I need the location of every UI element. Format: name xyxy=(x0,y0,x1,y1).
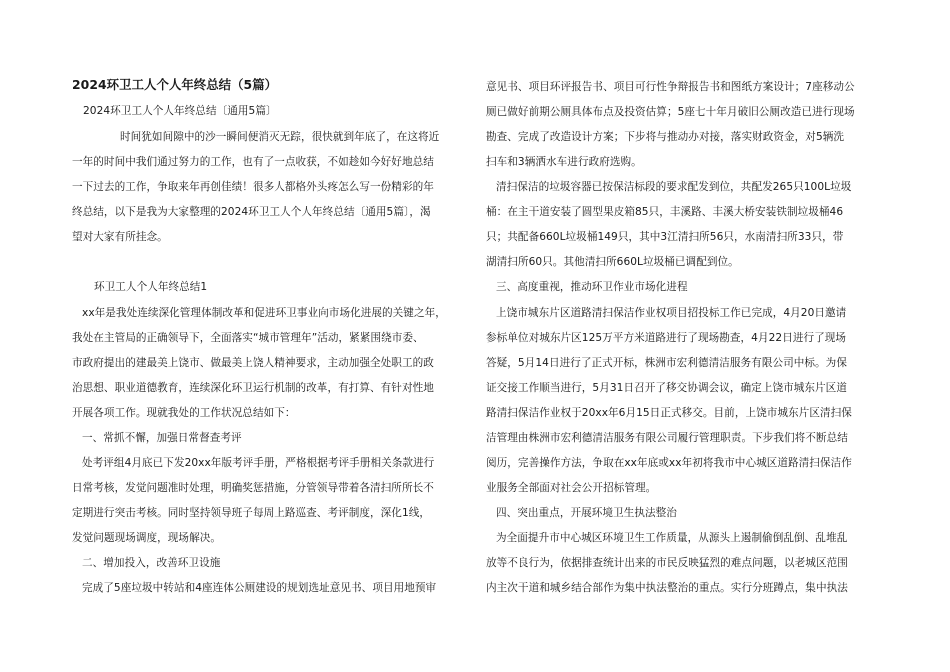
paragraph-line: 湖清扫所60只。其他清扫所660L垃圾桶已调配到位。 xyxy=(486,256,739,268)
paragraph-line: 治思想、职业道德教育，连续深化环卫运行机制的改革，有打算、有针对性地 xyxy=(72,382,434,394)
section-heading: 一、常抓不懈，加强日常督查考评 xyxy=(82,432,242,444)
section-heading: 三、高度重视，推动环卫作业市场化进程 xyxy=(496,281,688,293)
paragraph-line: 意见书、项目环评报告书、项目可行性争辩报告书和图纸方案设计；7座移动公 xyxy=(486,81,855,93)
paragraph-line: 开展各项工作。现就我处的工作状况总结如下： xyxy=(72,407,296,419)
paragraph-line: 洁管理由株洲市宏利德清洁服务有限公司履行管理职责。下步我们将不断总结 xyxy=(486,432,848,444)
paragraph-line: 终总结，以下是我为大家整理的2024环卫工人个人年终总结〔通用5篇〕，渴 xyxy=(72,206,431,218)
section-heading: 二、增加投入，改善环卫设施 xyxy=(82,557,221,569)
document-title: 2024环卫工人个人年终总结（5篇） xyxy=(72,77,278,92)
paragraph-line: 只；共配备660L垃圾桶149只，其中3江清扫所56只，水南清扫所33只，带 xyxy=(486,231,844,243)
section-heading: 四、突出重点，开展环境卫生执法整治 xyxy=(496,507,677,519)
paragraph-line: 上饶市城东片区道路清扫保洁作业权项目招投标工作已完成，4月20日邀请 xyxy=(496,307,847,319)
paragraph-line: 市政府提出的建最美上饶市、做最美上饶人精神要求，主动加强全处职工的政 xyxy=(72,357,434,369)
paragraph-line: 时间犹如间隙中的沙一瞬间便消灭无踪，很快就到年底了，在这将近 xyxy=(120,131,440,143)
paragraph-line: 内主次干道和城乡结合部作为集中执法整治的重点。实行分班蹲点，集中执法 xyxy=(486,582,848,594)
paragraph-line: 厕已做好前期公厕具体布点及投资估算；5座七十年月破旧公厕改造已进行现场 xyxy=(486,106,855,118)
paragraph-line: 为全面提升市中心城区环境卫生工作质量，从源头上遏制偷倒乱倒、乱堆乱 xyxy=(496,532,848,544)
paragraph-line: 处考评组4月底已下发20xx年版考评手册，严格根据考评手册相关条款进行 xyxy=(82,457,435,469)
paragraph-line: 阅历，完善操作方法，争取在xx年底或xx年初将我市中心城区道路清扫保洁作 xyxy=(486,457,852,469)
paragraph-line: 清扫保洁的垃圾容器已按保洁标段的要求配发到位，共配发265只100L垃圾 xyxy=(496,181,852,193)
paragraph-line: 勘查、完成了改造设计方案；下步将与推动办对接，落实财政资金，对5辆洗 xyxy=(486,131,845,143)
paragraph-line: 一年的时间中我们通过努力的工作，也有了一点收获，不如趁如今好好地总结 xyxy=(72,156,434,168)
paragraph-line: 完成了5座垃圾中转站和4座连体公厕建设的规划选址意见书、项目用地预审 xyxy=(82,582,437,594)
paragraph-line: 望对大家有所挂念。 xyxy=(72,231,168,243)
paragraph-line: 一下过去的工作，争取来年再创佳绩！很多人都格外头疼怎么写一份精彩的年 xyxy=(72,181,434,193)
paragraph-line: 业服务全部面对社会公开招标管理。 xyxy=(486,482,657,494)
document-subtitle: 2024环卫工人个人年终总结〔通用5篇〕 xyxy=(83,105,277,117)
paragraph-line: 参标单位对城东片区125万平方米道路进行了现场勘查，4月22日进行了现场 xyxy=(486,332,847,344)
section-heading: 环卫工人个人年终总结1 xyxy=(94,281,208,293)
paragraph-line: 定期进行突击考核。同时坚持领导班子每周上路巡查、考评制度，深化1线， xyxy=(72,507,431,519)
paragraph-line: 发觉问题现场调度，现场解决。 xyxy=(72,532,222,544)
paragraph-line: 证交接工作顺当进行，5月31日召开了移交协调会议，确定上饶市城东片区道 xyxy=(486,382,847,394)
paragraph-line: 路清扫保洁作业权于20xx年6月15日正式移交。目前，上饶市城东片区清扫保 xyxy=(486,407,852,419)
paragraph-line: 我处在主管局的正确领导下，全面落实“城市管理年”活动，紧紧围绕市委、 xyxy=(72,332,424,344)
paragraph-line: 日常考核，发觉问题准时处理，明确奖惩措施，分管领导带着各清扫所所长不 xyxy=(72,482,434,494)
paragraph-line: 放等不良行为，依据排查统计出来的市民反映猛烈的难点问题，以老城区范围 xyxy=(486,557,848,569)
paragraph-line: 扫车和3辆洒水车进行政府选购。 xyxy=(486,156,642,168)
paragraph-line: xx年是我处连续深化管理体制改革和促进环卫事业向市场化进展的关键之年， xyxy=(82,307,446,319)
paragraph-line: 桶：在主干道安装了圆型果皮箱85只，丰溪路、丰溪大桥安装铁制垃圾桶46 xyxy=(486,206,844,218)
paragraph-line: 答疑，5月14日进行了正式开标，株洲市宏利德清洁服务有限公司中标。为保 xyxy=(486,357,847,369)
